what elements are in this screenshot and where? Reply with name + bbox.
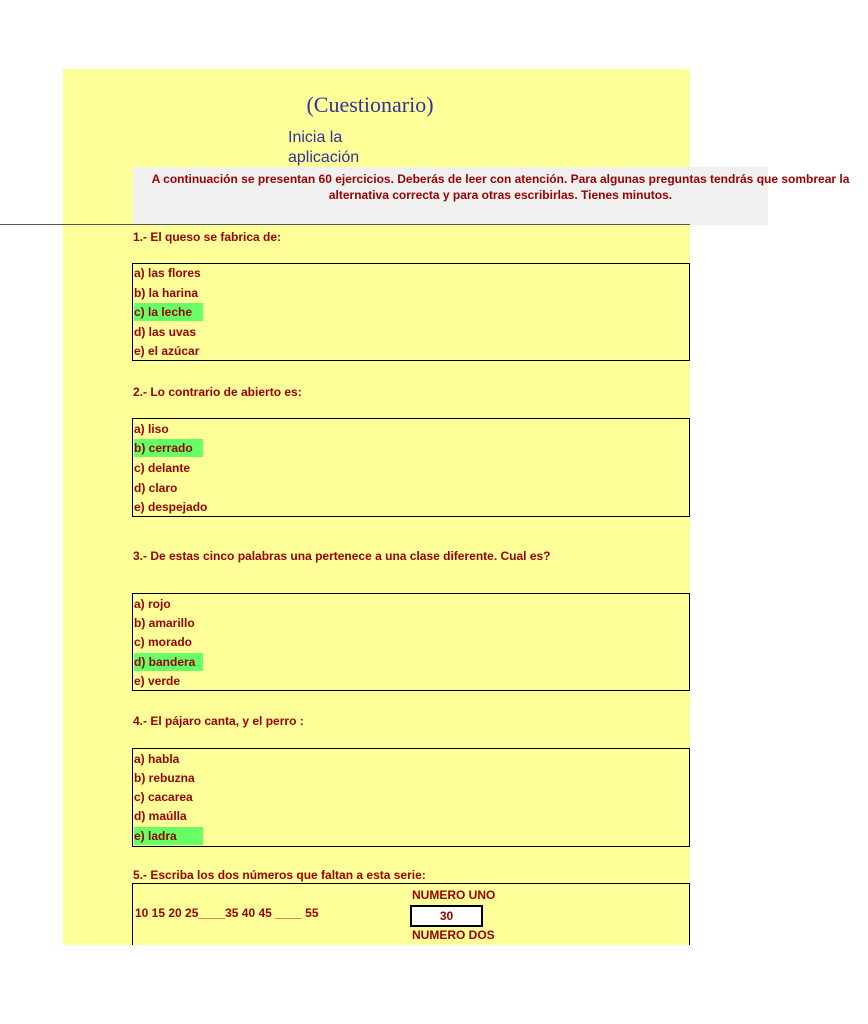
instructions-text: A continuación se presentan 60 ejercicios. Deberás de leer con atención. Para algunas preguntas tendrás que sombrear la alternativa correcta y para otras escribirlas. Tienes minutos. <box>151 172 850 202</box>
question-3-text: 3.- De estas cinco palabras una pertenece a una clase diferente. Cual es? <box>133 549 551 563</box>
option-c-selected[interactable]: c) la leche <box>134 303 203 321</box>
page-bottom-margin <box>0 945 768 1024</box>
option-c[interactable]: c) morado <box>134 635 193 649</box>
start-application-link[interactable]: Inicia la aplicación <box>288 129 360 166</box>
option-c[interactable]: c) delante <box>134 461 191 475</box>
instructions-banner <box>133 167 850 225</box>
option-a[interactable]: a) liso <box>134 422 169 436</box>
question-5-text: 5.- Escriba los dos números que faltan a esta serie: <box>133 868 426 882</box>
question-5-answer-area <box>132 883 690 954</box>
question-1-text: 1.- El queso se fabrica de: <box>133 230 282 244</box>
option-d[interactable]: d) las uvas <box>134 325 197 339</box>
numero-uno-label: NUMERO UNO <box>412 888 496 902</box>
option-b[interactable]: b) amarillo <box>134 616 195 630</box>
option-e[interactable]: e) verde <box>134 674 181 688</box>
option-b[interactable]: b) la harina <box>134 286 199 300</box>
option-e[interactable]: e) el azúcar <box>134 344 200 358</box>
option-d-selected[interactable]: d) bandera <box>134 653 203 671</box>
option-e-selected[interactable]: e) ladra <box>134 827 203 845</box>
numero-dos-label: NUMERO DOS <box>412 928 495 942</box>
option-b-selected[interactable]: b) cerrado <box>134 439 203 457</box>
divider <box>0 224 690 225</box>
option-d[interactable]: d) maúlla <box>134 809 187 823</box>
question-2-text: 2.- Lo contrario de abierto es: <box>133 385 302 399</box>
question-4-text: 4.- El pájaro canta, y el perro : <box>133 714 304 728</box>
option-e[interactable]: e) despejado <box>134 500 208 514</box>
number-series: 10 15 20 25____35 40 45 ____ 55 <box>135 906 319 920</box>
numero-uno-input[interactable]: 30 <box>410 905 483 927</box>
question-2-options <box>132 418 690 517</box>
option-b[interactable]: b) rebuzna <box>134 771 195 785</box>
page-title: (Cuestionario) <box>306 92 434 117</box>
option-d[interactable]: d) claro <box>134 481 178 495</box>
question-3-options <box>132 593 690 691</box>
option-c[interactable]: c) cacarea <box>134 790 193 804</box>
question-4-options <box>132 748 690 847</box>
option-a[interactable]: a) rojo <box>134 597 171 611</box>
question-1-options <box>132 263 690 361</box>
option-a[interactable]: a) habla <box>134 752 180 766</box>
option-a[interactable]: a) las flores <box>134 266 201 280</box>
